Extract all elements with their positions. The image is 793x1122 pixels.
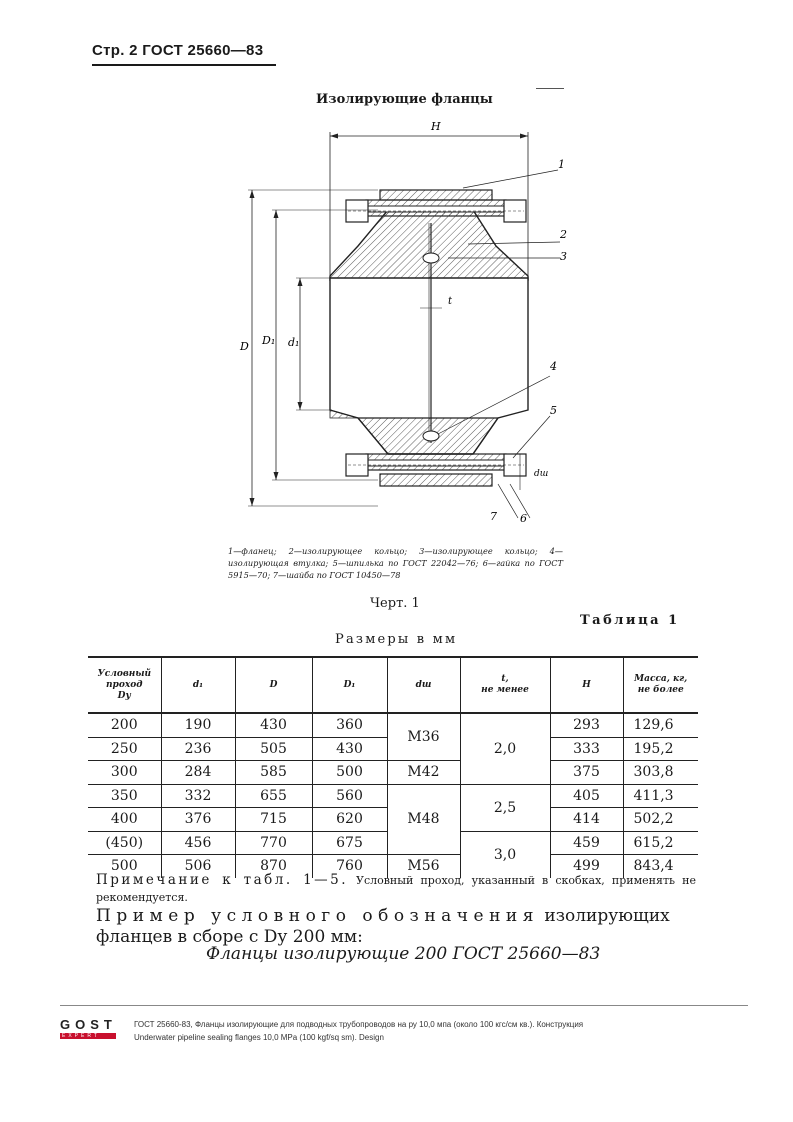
cell-dsh: M56: [387, 855, 460, 878]
callout-6: 6: [520, 512, 527, 525]
cell-D: 430: [235, 713, 312, 737]
cell-H: 459: [550, 831, 623, 855]
logo-bottom-text: EXPERT: [62, 1033, 100, 1039]
gost-expert-logo[interactable]: [60, 1018, 116, 1039]
header-H: H: [550, 657, 623, 713]
cell-d1: 284: [161, 761, 235, 785]
cell-H: 405: [550, 784, 623, 808]
header-rule: [92, 64, 276, 66]
header-mass: Масса, кг, не более: [623, 657, 698, 713]
cell-D: 770: [235, 831, 312, 855]
units-caption: Размеры в мм: [335, 632, 458, 647]
header-d1: d₁: [161, 657, 235, 713]
cell-d1: 332: [161, 784, 235, 808]
cell-d1: 506: [161, 855, 235, 878]
cell-t: 2,0: [460, 713, 550, 784]
dim-label-D1: D₁: [262, 334, 276, 347]
footer-line-ru: ГОСТ 25660-83, Фланцы изолирующие для подводных трубопроводов на ру 10,0 мпа (около 100 кгс/см кв.). Конструкция: [134, 1020, 584, 1029]
cell-d1: 456: [161, 831, 235, 855]
dim-label-dsh: dш: [534, 469, 549, 479]
figure-caption: Черт. 1: [370, 596, 420, 611]
header-t: t, не менее: [460, 657, 550, 713]
table-header-row: [88, 657, 698, 713]
scan-artifact: [536, 88, 564, 89]
cell-dy: 500: [88, 855, 161, 878]
callout-1: 1: [558, 158, 565, 171]
logo-top-text: GOST: [60, 1017, 117, 1032]
cell-dy: 400: [88, 808, 161, 832]
callout-2: 2: [560, 228, 567, 241]
cell-D: 715: [235, 808, 312, 832]
cell-t: 3,0: [460, 831, 550, 878]
cell-dy: 300: [88, 761, 161, 785]
table-row: [88, 761, 698, 785]
dim-label-d1: d₁: [288, 336, 300, 349]
dim-label-H: H: [431, 120, 441, 133]
cell-d1: 236: [161, 737, 235, 761]
footer-description: [134, 1018, 583, 1044]
cell-dy: (450): [88, 831, 161, 855]
cell-H: 293: [550, 713, 623, 737]
cell-t: 2,5: [460, 784, 550, 831]
dim-label-D: D: [240, 340, 249, 353]
example-lead: Пример условного обозначения: [96, 906, 539, 926]
cell-H: 414: [550, 808, 623, 832]
cell-D: 585: [235, 761, 312, 785]
note-lead: Примечание к табл. 1—5.: [96, 872, 349, 888]
cell-dy: 250: [88, 737, 161, 761]
callout-4: 4: [550, 360, 557, 373]
cell-dsh: M48: [387, 784, 460, 855]
cell-D1: 760: [312, 855, 387, 878]
cell-dsh: M42: [387, 761, 460, 785]
header-D1: D₁: [312, 657, 387, 713]
cell-D1: 500: [312, 761, 387, 785]
cell-D1: 430: [312, 737, 387, 761]
table-row: [88, 784, 698, 808]
cell-D: 870: [235, 855, 312, 878]
header-dsh: dш: [387, 657, 460, 713]
cell-mass: 129,6: [623, 713, 698, 737]
table-label: Таблица 1: [580, 613, 680, 628]
header-dy: Условный проход Dу: [88, 657, 161, 713]
callout-3: 3: [560, 250, 567, 263]
drawing-legend: 1—фланец; 2—изолирующее кольцо; 3—изолирующее кольцо; 4—изолирующая втулка; 5—шпилька по ГОСТ 22042—76; 6—гайка по ГОСТ 5915—70; 7—шайба по ГОСТ 10450—78: [228, 546, 563, 580]
designation-example: [96, 906, 696, 948]
flange-drawing: [228, 118, 578, 533]
footer-line-en: Underwater pipeline sealing flanges 10,0 MPa (100 kgf/sq sm). Design: [134, 1033, 384, 1042]
cell-D: 655: [235, 784, 312, 808]
cell-dsh: M36: [387, 713, 460, 761]
logo-red-bar: [60, 1033, 116, 1039]
cell-D1: 560: [312, 784, 387, 808]
cell-mass: 303,8: [623, 761, 698, 785]
drawing-title: Изолирующие фланцы: [316, 92, 493, 107]
cell-mass: 615,2: [623, 831, 698, 855]
designation-text: Фланцы изолирующие 200 ГОСТ 25660—83: [206, 944, 601, 964]
cell-d1: 190: [161, 713, 235, 737]
cell-mass: 502,2: [623, 808, 698, 832]
note-text: Условный проход, указанный в скобках, применять не рекомендуется.: [96, 874, 696, 904]
cell-D1: 675: [312, 831, 387, 855]
footer-rule: [60, 1005, 748, 1006]
callout-5: 5: [550, 404, 557, 417]
cell-dy: 200: [88, 713, 161, 737]
dim-label-t: t: [448, 296, 453, 307]
cell-H: 375: [550, 761, 623, 785]
table-note: [96, 872, 696, 906]
example-text: изолирующих фланцев в сборе с Dу 200 мм:: [96, 906, 670, 947]
cell-H: 499: [550, 855, 623, 878]
cell-H: 333: [550, 737, 623, 761]
cell-D1: 360: [312, 713, 387, 737]
cell-D: 505: [235, 737, 312, 761]
table-row: [88, 713, 698, 737]
page-header: Стр. 2 ГОСТ 25660—83: [92, 42, 264, 59]
cell-d1: 376: [161, 808, 235, 832]
cell-dy: 350: [88, 784, 161, 808]
cell-D1: 620: [312, 808, 387, 832]
header-D: D: [235, 657, 312, 713]
dimensions-table: [88, 656, 698, 878]
cell-mass: 411,3: [623, 784, 698, 808]
cell-mass: 843,4: [623, 855, 698, 878]
callout-7: 7: [490, 510, 497, 523]
cell-mass: 195,2: [623, 737, 698, 761]
